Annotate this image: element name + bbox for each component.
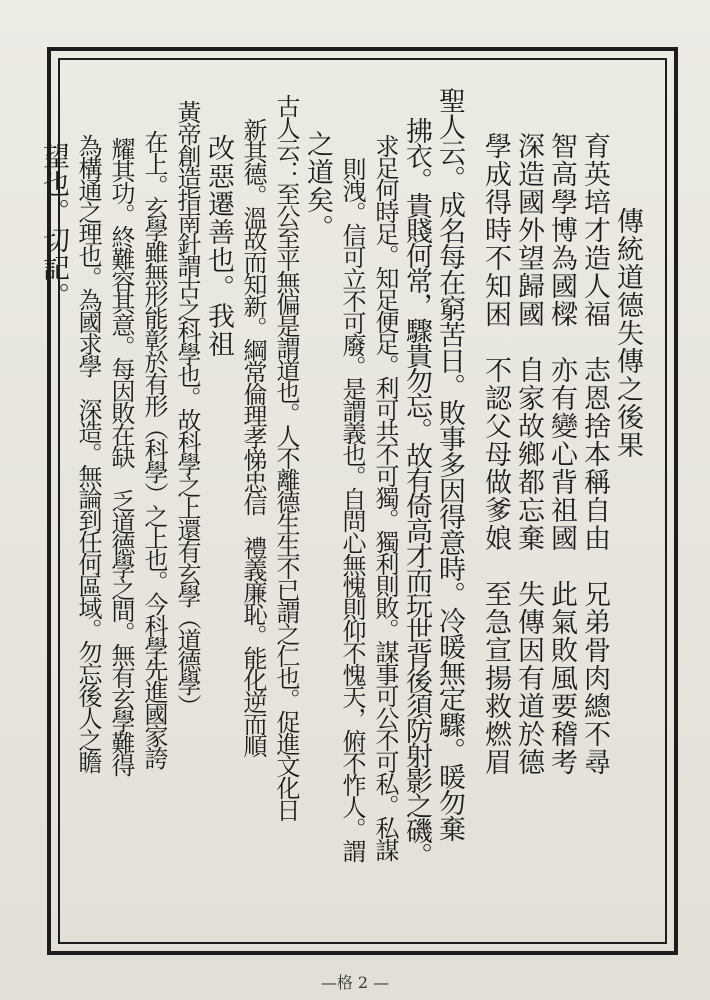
text-column: 為構通之理也。為國求學 深造。無論到任何區域。勿忘後人之瞻: [74, 134, 102, 772]
text-column: 之道矣。: [302, 130, 333, 242]
page-number: —格 2 —: [320, 973, 390, 992]
text-column: 求足何時足。知足便足。利可共不可獨。獨利則敗。謀事可公不可私。私謀: [371, 134, 399, 860]
text-column: 改惡遷善也。我祖: [203, 134, 234, 358]
text-column: 學成得時不知困 不認父母做爹娘 至急宣揚救燃眉: [480, 132, 511, 776]
text-column: 望也。切記。: [38, 142, 69, 310]
text-column: 智高學博為國樑 亦有變心背祖國 此氣敗風要稽考: [546, 132, 577, 776]
text-column: 聖人云。成名每在窮苦日。敗事多因得意時。冷暖無定驟。暖勿棄: [434, 87, 465, 841]
text-body: [38, 82, 655, 912]
text-column: 新其德。溫故而知新。綱常倫理孝悌忠信 禮義廉恥。能化逆而順: [239, 118, 267, 756]
text-column: 拂衣。貴賤何常，驟貴勿忘。故有倚高才而玩世背後須防射影之磯。: [401, 117, 432, 867]
text-column: 黃帝創造指南針謂古之科學也。故科學之上還有玄學（道德學）: [173, 100, 201, 716]
text-column: 深造國外望歸國 自家故鄉都忘棄 失傳因有道於德: [513, 132, 544, 776]
text-column: 則洩。信可立不可廢。是謂義也。自問心無愧則仰不愧天，俯不怍人。謂: [338, 157, 366, 861]
text-column: 育英培才造人福 志恩捨本稱自由 兄弟骨肉總不尋: [579, 132, 610, 776]
text-column: 在上。玄學雖無形能彰於有形（科學）之上也。今科學先進國家誇: [140, 130, 168, 768]
text-column: 耀其功。終難容其意。每因敗在缺 乏道德學之間。無有玄學難得: [107, 137, 135, 775]
title-column: 傳統道德失傳之後果: [612, 207, 643, 459]
text-column: 古人云：至公至平無偏是謂道也。人不離德生生不已謂之仁也。促進文化日: [272, 94, 300, 820]
